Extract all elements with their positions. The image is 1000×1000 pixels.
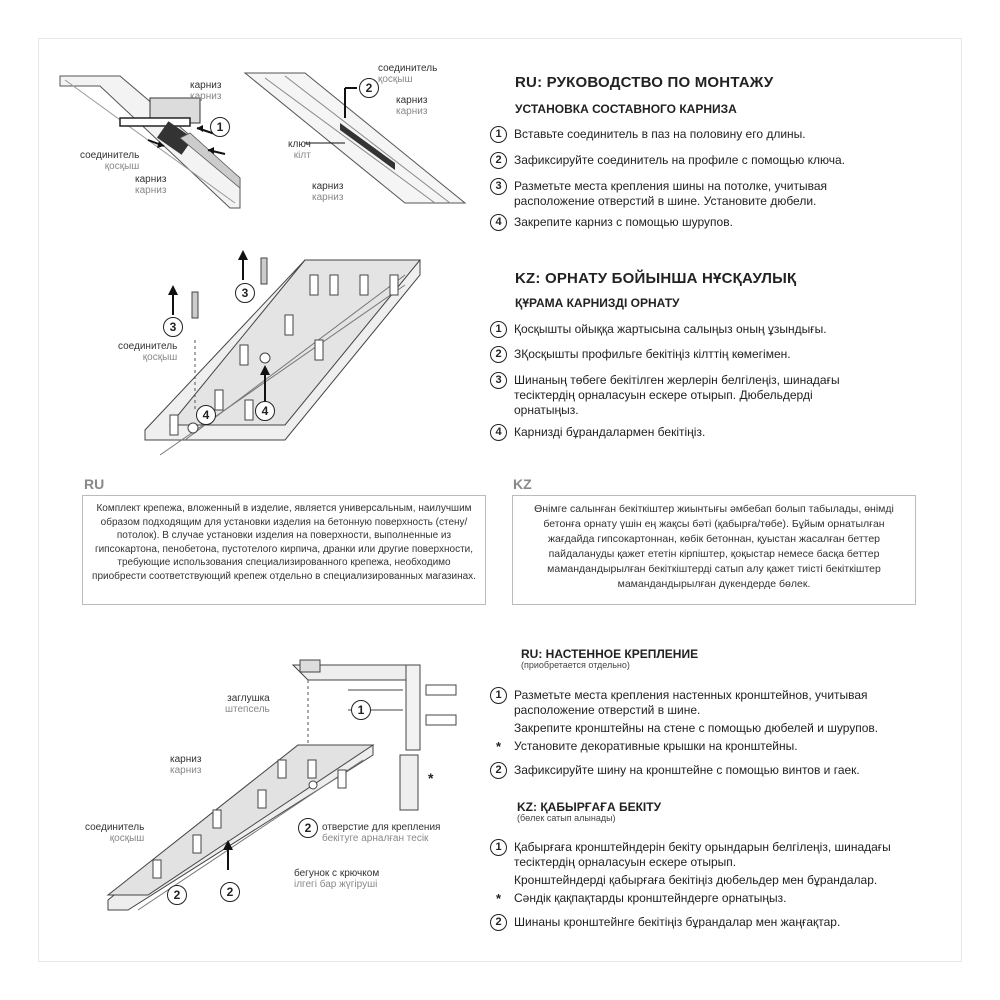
step-marker-2: 2 (359, 78, 379, 98)
step-number: 1 (490, 321, 507, 338)
step-number: 2 (490, 346, 507, 363)
step-number: 4 (490, 424, 507, 441)
wall-step-marker-1: 1 (351, 700, 371, 720)
step-text: Шинаның төбеге бекітілген жерлерін белгілеңіз, шинадағы тесіктердің орналасуын ескере отырып. Дюбельдерді орнатыңыз. (514, 373, 840, 417)
kz-step-4 (490, 425, 890, 441)
star-marker: * (495, 739, 502, 754)
step-marker-3b: 3 (163, 317, 183, 337)
step-number: 3 (490, 178, 507, 195)
label-mount-hole: отверстие для крепления бекітуге арналған тесік (322, 822, 441, 844)
label-karniz: карниз карниз (190, 80, 222, 102)
step-text: Зафиксируйте соединитель на профиле с помощью ключа. (514, 153, 846, 167)
wall-ru-step-2 (490, 763, 900, 779)
step-number: 1 (490, 839, 507, 856)
label-karniz-wall: карниз карниз (170, 754, 202, 776)
wall-kz-step-1b (514, 873, 934, 888)
step-text: Закрепите кронштейны на стене с помощью дюбелей и шурупов. (514, 721, 879, 735)
wall-kz-step-1 (490, 840, 930, 870)
ru-step-2 (490, 153, 890, 169)
label-runner-hook: бегунок с крючком ілгегі бар жүгіруші (294, 868, 380, 890)
step-number: 1 (490, 126, 507, 143)
step-number: 2 (490, 152, 507, 169)
label-connector-wall: соединитель қосқыш (85, 822, 145, 844)
ru-note-text: Комплект крепежа, вложенный в изделие, является универсальным, наилучшим образом подходящим для установки изделия на бетонную поверхность (стену/потолок). В случае установки изделия на поверхности, выполненные из гипсокартона, пенобетона, пустотелого кирпича, дранки или другие поверхности, требующие использования специализированного крепежа, необходимо приобрести соответствующий крепеж отдельно в специализированных магазинах. (92, 503, 476, 582)
wall-step-marker-2a: 2 (298, 818, 318, 838)
ru-subtitle: УСТАНОВКА СОСТАВНОГО КАРНИЗА (515, 102, 737, 116)
step-number: 3 (490, 372, 507, 389)
ru-step-1 (490, 127, 890, 143)
ru-note-box (82, 495, 486, 605)
step-marker-3a: 3 (235, 283, 255, 303)
kz-subtitle: ҚҰРАМА КАРНИЗДІ ОРНАТУ (515, 296, 680, 310)
step-text: Разметьте места крепления настенных кронштейнов, учитывая расположение отверстий в шине. (514, 688, 868, 717)
label-karniz-3: карниз карниз (396, 95, 428, 117)
ru-step-4 (490, 215, 890, 231)
step-text: Закрепите карниз с помощью шурупов. (514, 215, 733, 229)
kz-title: KZ: ОРНАТУ БОЙЫНША НҰСҚАУЛЫҚ (515, 270, 797, 287)
step-number: 4 (490, 214, 507, 231)
step-text: Шинаны кронштейнге бекітіңіз бұрандалар мен жаңғақтар. (514, 915, 841, 929)
step-text: Қабырғаға кронштейндерін бекіту орындарын белгілеңіз, шинадағы тесіктердің орналасуын ескере отырып. (514, 840, 891, 869)
kz-note-heading: KZ (513, 476, 532, 492)
ru-note-heading: RU (84, 476, 105, 492)
label-connector: соединитель қосқыш (80, 150, 140, 172)
label-connector-ceiling: соединитель қосқыш (118, 341, 178, 363)
wall-step-marker-2b: 2 (167, 885, 187, 905)
step-number: 2 (490, 914, 507, 931)
step-marker-1: 1 (210, 117, 230, 137)
label-end-cap: заглушка штепсель (225, 693, 270, 715)
kz-note-text: Өнімге салынған бекіткіштер жиынтығы әмбебап болып табылады, өнімді бетонға орнату үшін ең жақсы бәті (қабырға/төбе). Бұйым орнатылған жағдайда гипсокартоннан, көбік бетоннан, қуыстан жасалған беттер пайдалануды қажет ететін кірпіштер, қоқыстар немесе басқа беттер мамандандырылған бекіткіштерді сатып алу қажет тиісті бекіткіштер мамандандырылған дүкендерде бөлек. (534, 503, 894, 590)
step-marker-4b: 4 (255, 401, 275, 421)
step-text: Зафиксируйте шину на кронштейне с помощью винтов и гаек. (514, 763, 860, 777)
step-text: Сәндік қақпақтарды кронштейндерге орнатыңыз. (514, 891, 787, 905)
ru-step-3 (490, 179, 870, 209)
step-text: Разметьте места крепления шины на потолке, учитывая расположение отверстий в шине. Установите дюбели. (514, 179, 828, 208)
wall-ru-step-star (490, 739, 900, 754)
star-marker: * (495, 891, 502, 906)
wall-ru-step-1 (490, 688, 900, 718)
step-number: 2 (490, 762, 507, 779)
step-text: Қосқышты ойыққа жартысына салыңыз оның ұзындығы. (514, 322, 827, 336)
step-text: Вставьте соединитель в паз на половину его длины. (514, 127, 806, 141)
label-karniz-2: карниз карниз (135, 174, 167, 196)
wall-step-marker-2c: 2 (220, 882, 240, 902)
wall-kz-step-star (490, 891, 930, 906)
kz-step-2 (490, 347, 890, 363)
wall-kz-step-2 (490, 915, 930, 931)
label-karniz-4: карниз карниз (312, 181, 344, 203)
kz-note-box (512, 495, 916, 605)
step-text: Установите декоративные крышки на кронштейны. (514, 739, 798, 753)
ru-title: RU: РУКОВОДСТВО ПО МОНТАЖУ (515, 74, 774, 91)
wall-star-marker: * (428, 770, 434, 786)
wall-ru-note: (приобретается отдельно) (521, 660, 630, 670)
kz-step-3 (490, 373, 860, 418)
kz-step-1 (490, 322, 890, 338)
wall-ru-step-1b (514, 721, 914, 736)
key-fix-diagram (245, 68, 465, 208)
step-text: ЗҚосқышты профильге бекітіңіз кілттің көмегімен. (514, 347, 791, 361)
label-key: ключ кілт (288, 139, 311, 161)
wall-ru-title: RU: НАСТЕННОЕ КРЕПЛЕНИЕ (521, 647, 699, 661)
step-number: 1 (490, 687, 507, 704)
label-connector-top: соединитель қосқыш (378, 63, 438, 85)
step-text: Кронштейндерді қабырғаға бекітіңіз дюбельдер мен бұрандалар. (514, 873, 878, 887)
step-marker-4a: 4 (196, 405, 216, 425)
step-text: Карнизді бұрандалармен бекітіңіз. (514, 425, 706, 439)
wall-kz-note: (бөлек сатып алынады) (517, 813, 616, 823)
wall-mount-diagram (108, 660, 478, 920)
wall-kz-title: KZ: ҚАБЫРҒАҒА БЕКІТУ (517, 800, 662, 814)
